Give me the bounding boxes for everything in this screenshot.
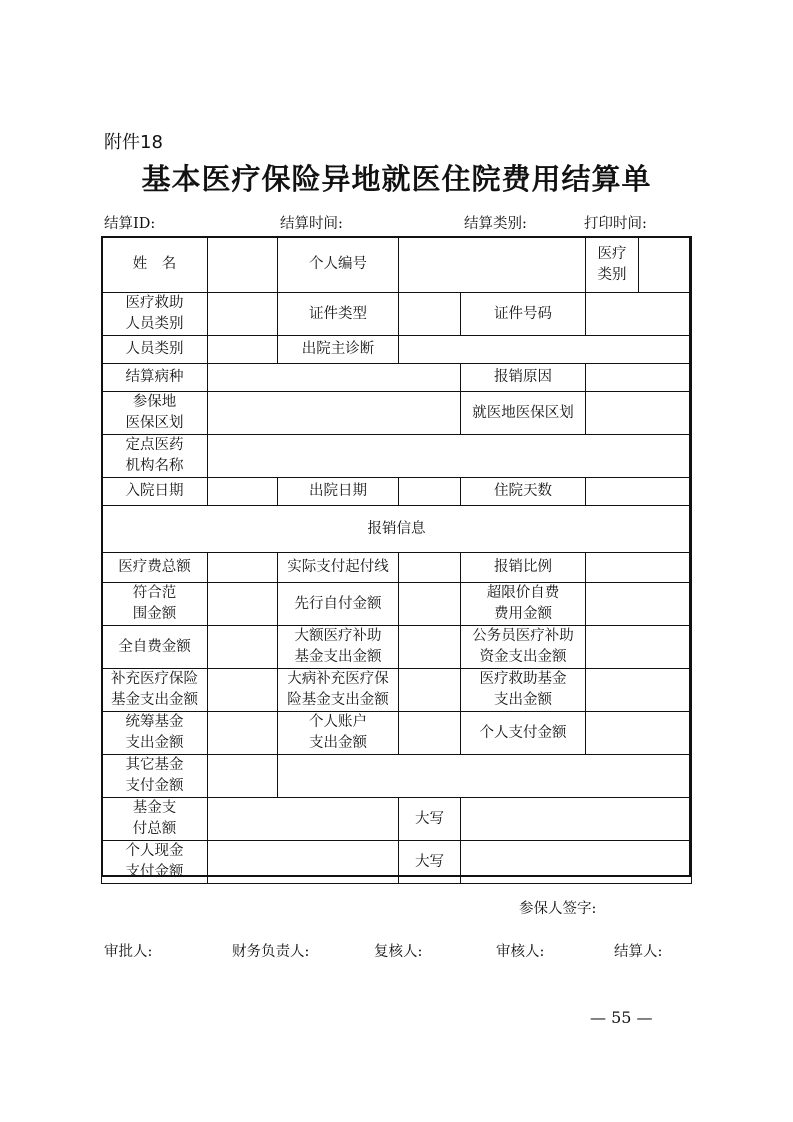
supplement-label: 补充医疗保险 基金支出金额 bbox=[102, 669, 208, 712]
reimb-ratio-value bbox=[586, 553, 692, 583]
med-type-value bbox=[639, 237, 692, 293]
self-pay-first-label: 先行自付金额 bbox=[278, 583, 399, 626]
other-fund-value bbox=[208, 755, 278, 798]
over-limit-label: 超限价自费 费用金额 bbox=[461, 583, 586, 626]
fund-total-capital-label: 大写 bbox=[399, 798, 461, 841]
cert-no-value bbox=[586, 293, 692, 336]
discharge-diagnosis-label: 出院主诊断 bbox=[278, 336, 399, 364]
reimb-ratio-label: 报销比例 bbox=[461, 553, 586, 583]
personal-pay-label: 个人支付金额 bbox=[461, 712, 586, 755]
full-self-label: 全自费金额 bbox=[102, 626, 208, 669]
in-scope-value bbox=[208, 583, 278, 626]
person-no-label: 个人编号 bbox=[278, 237, 399, 293]
institution-label: 定点医药 机构名称 bbox=[102, 435, 208, 478]
cert-no-label: 证件号码 bbox=[461, 293, 586, 336]
reimb-reason-label: 报销原因 bbox=[461, 364, 586, 392]
treat-area-label: 就医地医保区划 bbox=[461, 392, 586, 435]
page-number: — 55 — bbox=[590, 1008, 653, 1027]
settle-time-label: 结算时间: bbox=[280, 216, 343, 232]
aid-category-value bbox=[208, 293, 278, 336]
insured-signature-label: 参保人签字: bbox=[519, 901, 597, 917]
personal-account-value bbox=[399, 712, 461, 755]
aid-category-label: 医疗救助 人员类别 bbox=[102, 293, 208, 336]
civil-subsidy-value bbox=[586, 626, 692, 669]
aid-fund-label: 医疗救助基金 支出金额 bbox=[461, 669, 586, 712]
other-fund-label: 其它基金 支付金额 bbox=[102, 755, 208, 798]
discharge-diagnosis-value bbox=[399, 336, 692, 364]
reviewer-label: 审核人: bbox=[496, 944, 545, 960]
approver-label: 审批人: bbox=[104, 944, 153, 960]
insured-area-value bbox=[208, 392, 461, 435]
settle-id-label: 结算ID: bbox=[104, 216, 156, 232]
self-pay-first-value bbox=[399, 583, 461, 626]
reimb-reason-value bbox=[586, 364, 692, 392]
supplement-value bbox=[208, 669, 278, 712]
cert-type-value bbox=[399, 293, 461, 336]
settlement-form-table bbox=[101, 236, 692, 884]
med-type-label: 医疗 类别 bbox=[586, 237, 639, 293]
other-fund-extra bbox=[278, 755, 692, 798]
cert-type-label: 证件类型 bbox=[278, 293, 399, 336]
person-no-value bbox=[399, 237, 586, 293]
large-subsidy-value bbox=[399, 626, 461, 669]
institution-value bbox=[208, 435, 692, 478]
finance-label: 财务负责人: bbox=[232, 944, 310, 960]
over-limit-value bbox=[586, 583, 692, 626]
discharge-date-label: 出院日期 bbox=[278, 478, 399, 506]
cash-capital-label: 大写 bbox=[399, 841, 461, 884]
deductible-label: 实际支付起付线 bbox=[278, 553, 399, 583]
fund-total-label: 基金支 付总额 bbox=[102, 798, 208, 841]
admit-date-value bbox=[208, 478, 278, 506]
settler-label: 结算人: bbox=[614, 944, 663, 960]
person-category-value bbox=[208, 336, 278, 364]
attachment-label: 附件18 bbox=[104, 132, 163, 153]
insured-area-label: 参保地 医保区划 bbox=[102, 392, 208, 435]
pool-fund-label: 统筹基金 支出金额 bbox=[102, 712, 208, 755]
print-time-label: 打印时间: bbox=[584, 216, 647, 232]
fund-total-value bbox=[208, 798, 399, 841]
civil-subsidy-label: 公务员医疗补助 资金支出金额 bbox=[461, 626, 586, 669]
page-title: 基本医疗保险异地就医住院费用结算单 bbox=[141, 162, 652, 196]
cash-pay-value bbox=[208, 841, 399, 884]
discharge-date-value bbox=[399, 478, 461, 506]
name-value bbox=[208, 237, 278, 293]
cash-capital-value bbox=[461, 841, 692, 884]
total-cost-value bbox=[208, 553, 278, 583]
deductible-value bbox=[399, 553, 461, 583]
person-category-label: 人员类别 bbox=[102, 336, 208, 364]
total-cost-label: 医疗费总额 bbox=[102, 553, 208, 583]
name-label: 姓 名 bbox=[102, 237, 208, 293]
large-subsidy-label: 大额医疗补助 基金支出金额 bbox=[278, 626, 399, 669]
settle-type-label: 结算类别: bbox=[464, 216, 527, 232]
serious-illness-value bbox=[399, 669, 461, 712]
rechecker-label: 复核人: bbox=[374, 944, 423, 960]
full-self-value bbox=[208, 626, 278, 669]
aid-fund-value bbox=[586, 669, 692, 712]
personal-pay-value bbox=[586, 712, 692, 755]
in-scope-label: 符合范 围金额 bbox=[102, 583, 208, 626]
personal-account-label: 个人账户 支出金额 bbox=[278, 712, 399, 755]
stay-days-label: 住院天数 bbox=[461, 478, 586, 506]
disease-value bbox=[208, 364, 461, 392]
fund-total-capital-value bbox=[461, 798, 692, 841]
admit-date-label: 入院日期 bbox=[102, 478, 208, 506]
disease-label: 结算病种 bbox=[102, 364, 208, 392]
serious-illness-label: 大病补充医疗保 险基金支出金额 bbox=[278, 669, 399, 712]
stay-days-value bbox=[586, 478, 692, 506]
reimb-info-header: 报销信息 bbox=[102, 506, 692, 553]
pool-fund-value bbox=[208, 712, 278, 755]
cash-pay-label: 个人现金 支付金额 bbox=[102, 841, 208, 884]
treat-area-value bbox=[586, 392, 692, 435]
